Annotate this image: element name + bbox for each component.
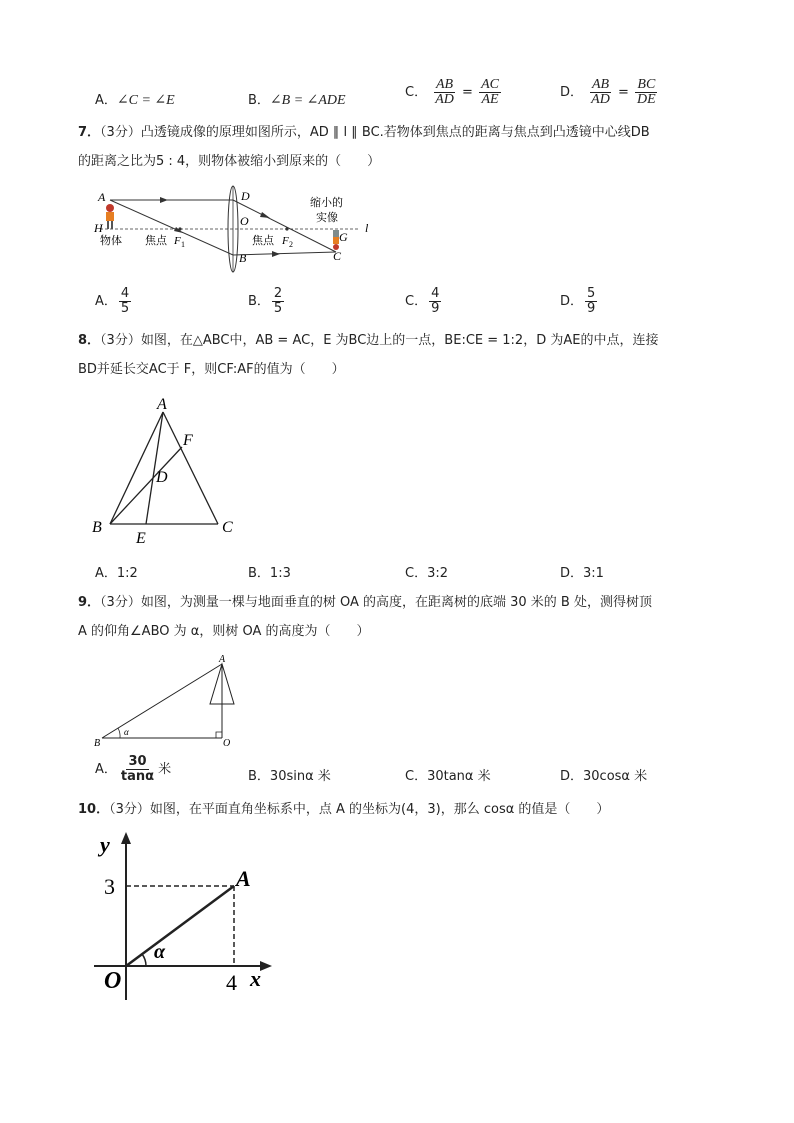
svg-text:2: 2 <box>289 240 293 249</box>
svg-text:O: O <box>104 968 122 994</box>
svg-text:A: A <box>219 654 226 665</box>
svg-text:B: B <box>94 738 101 749</box>
q8-line1: 8．（3分）如图，在△ABC中，AB = AC，E 为BC边上的一点，BE:CE = 1:2，D 为AE的中点，连接 <box>78 333 659 348</box>
svg-text:α: α <box>124 727 129 737</box>
q9-tree-figure <box>90 650 240 750</box>
q7-line1: 7．（3分）凸透镜成像的原理如图所示，AD ∥ l ∥ BC.若物体到焦点的距离与焦点到凸透镜中心线DB <box>78 125 650 140</box>
svg-text:物体: 物体 <box>100 234 122 247</box>
q8-option-b: B．1:3 <box>248 566 291 581</box>
q8-triangle-figure <box>88 392 248 547</box>
q8-option-a: A．1:2 <box>95 566 138 581</box>
q7-lens-figure <box>90 180 380 280</box>
svg-text:焦点: 焦点 <box>252 234 274 247</box>
svg-text:E: E <box>136 530 146 547</box>
q6-option-c: C． $\frac{AB}{AD}$ = $\frac{AC}{AE}$ <box>405 77 499 107</box>
q8-option-d: D．3:1 <box>560 566 604 581</box>
q9-stem <box>78 588 718 646</box>
q9-line2: A 的仰角∠ABO 为 α，则树 OA 的高度为（ ） <box>78 624 370 639</box>
q9-line1: 9．（3分）如图，为测量一棵与地面垂直的树 OA 的高度，在距离树的底端 30 米的 B 处，测得树顶 <box>78 595 652 610</box>
svg-text:G: G <box>339 230 348 244</box>
svg-text:O: O <box>223 738 231 749</box>
q6-option-d: D． $\frac{AB}{AD}$ = $\frac{BC}{DE}$ <box>560 77 656 107</box>
svg-text:B: B <box>92 519 102 536</box>
svg-text:C: C <box>222 519 233 536</box>
svg-text:实像: 实像 <box>316 211 338 224</box>
q7-option-d: D． $\frac{5}{9}$ <box>560 286 596 316</box>
q9-option-d: D．30cosα 米 <box>560 769 648 784</box>
svg-text:H: H <box>94 221 103 235</box>
q7-stem <box>78 118 718 176</box>
q8-option-c: C．3:2 <box>405 566 448 581</box>
svg-text:C: C <box>333 249 342 263</box>
q7-option-b: B． $\frac{2}{5}$ <box>248 286 283 316</box>
q8-stem <box>78 326 718 384</box>
svg-text:F: F <box>174 235 181 247</box>
q6-option-b: B．∠B = ∠ADE <box>248 93 346 108</box>
q7-option-c: C． $\frac{4}{9}$ <box>405 286 440 316</box>
q6-option-a: A．∠C = ∠E <box>95 93 175 108</box>
q10-coordinate-figure <box>92 828 282 1008</box>
svg-text:F: F <box>282 235 289 247</box>
svg-text:A: A <box>98 190 106 204</box>
svg-text:y: y <box>100 832 110 857</box>
svg-text:α: α <box>154 941 166 963</box>
q9-option-a: A． $\frac{30}{\tan\alpha}$ 米 <box>95 754 172 784</box>
svg-text:4: 4 <box>226 970 237 995</box>
svg-text:焦点: 焦点 <box>145 234 167 247</box>
q9-option-b: B．30sinα 米 <box>248 769 331 784</box>
q7-line2: 的距离之比为5 : 4，则物体被缩小到原来的（ ） <box>78 154 381 169</box>
object-person-icon <box>106 204 114 229</box>
svg-text:A: A <box>157 396 167 413</box>
svg-text:A: A <box>236 866 251 891</box>
svg-text:O: O <box>240 214 249 228</box>
q8-line2: BD并延长交AC于 F，则CF:AF的值为（ ） <box>78 362 345 377</box>
svg-text:B: B <box>239 251 247 265</box>
svg-text:D: D <box>241 189 250 203</box>
q9-option-c: C．30tanα 米 <box>405 769 491 784</box>
svg-text:1: 1 <box>181 240 185 249</box>
svg-text:x: x <box>250 966 261 991</box>
svg-text:F: F <box>183 432 193 449</box>
svg-text:3: 3 <box>104 874 115 899</box>
svg-text:D: D <box>156 469 168 486</box>
svg-text:缩小的: 缩小的 <box>310 196 343 209</box>
svg-text:l: l <box>365 221 369 235</box>
q7-option-a: A． $\frac{4}{5}$ <box>95 286 130 316</box>
q10-line1: 10．（3分）如图，在平面直角坐标系中，点 A 的坐标为(4，3)，那么 cosα 的值是（ ） <box>78 802 610 817</box>
q10-stem <box>78 795 718 824</box>
